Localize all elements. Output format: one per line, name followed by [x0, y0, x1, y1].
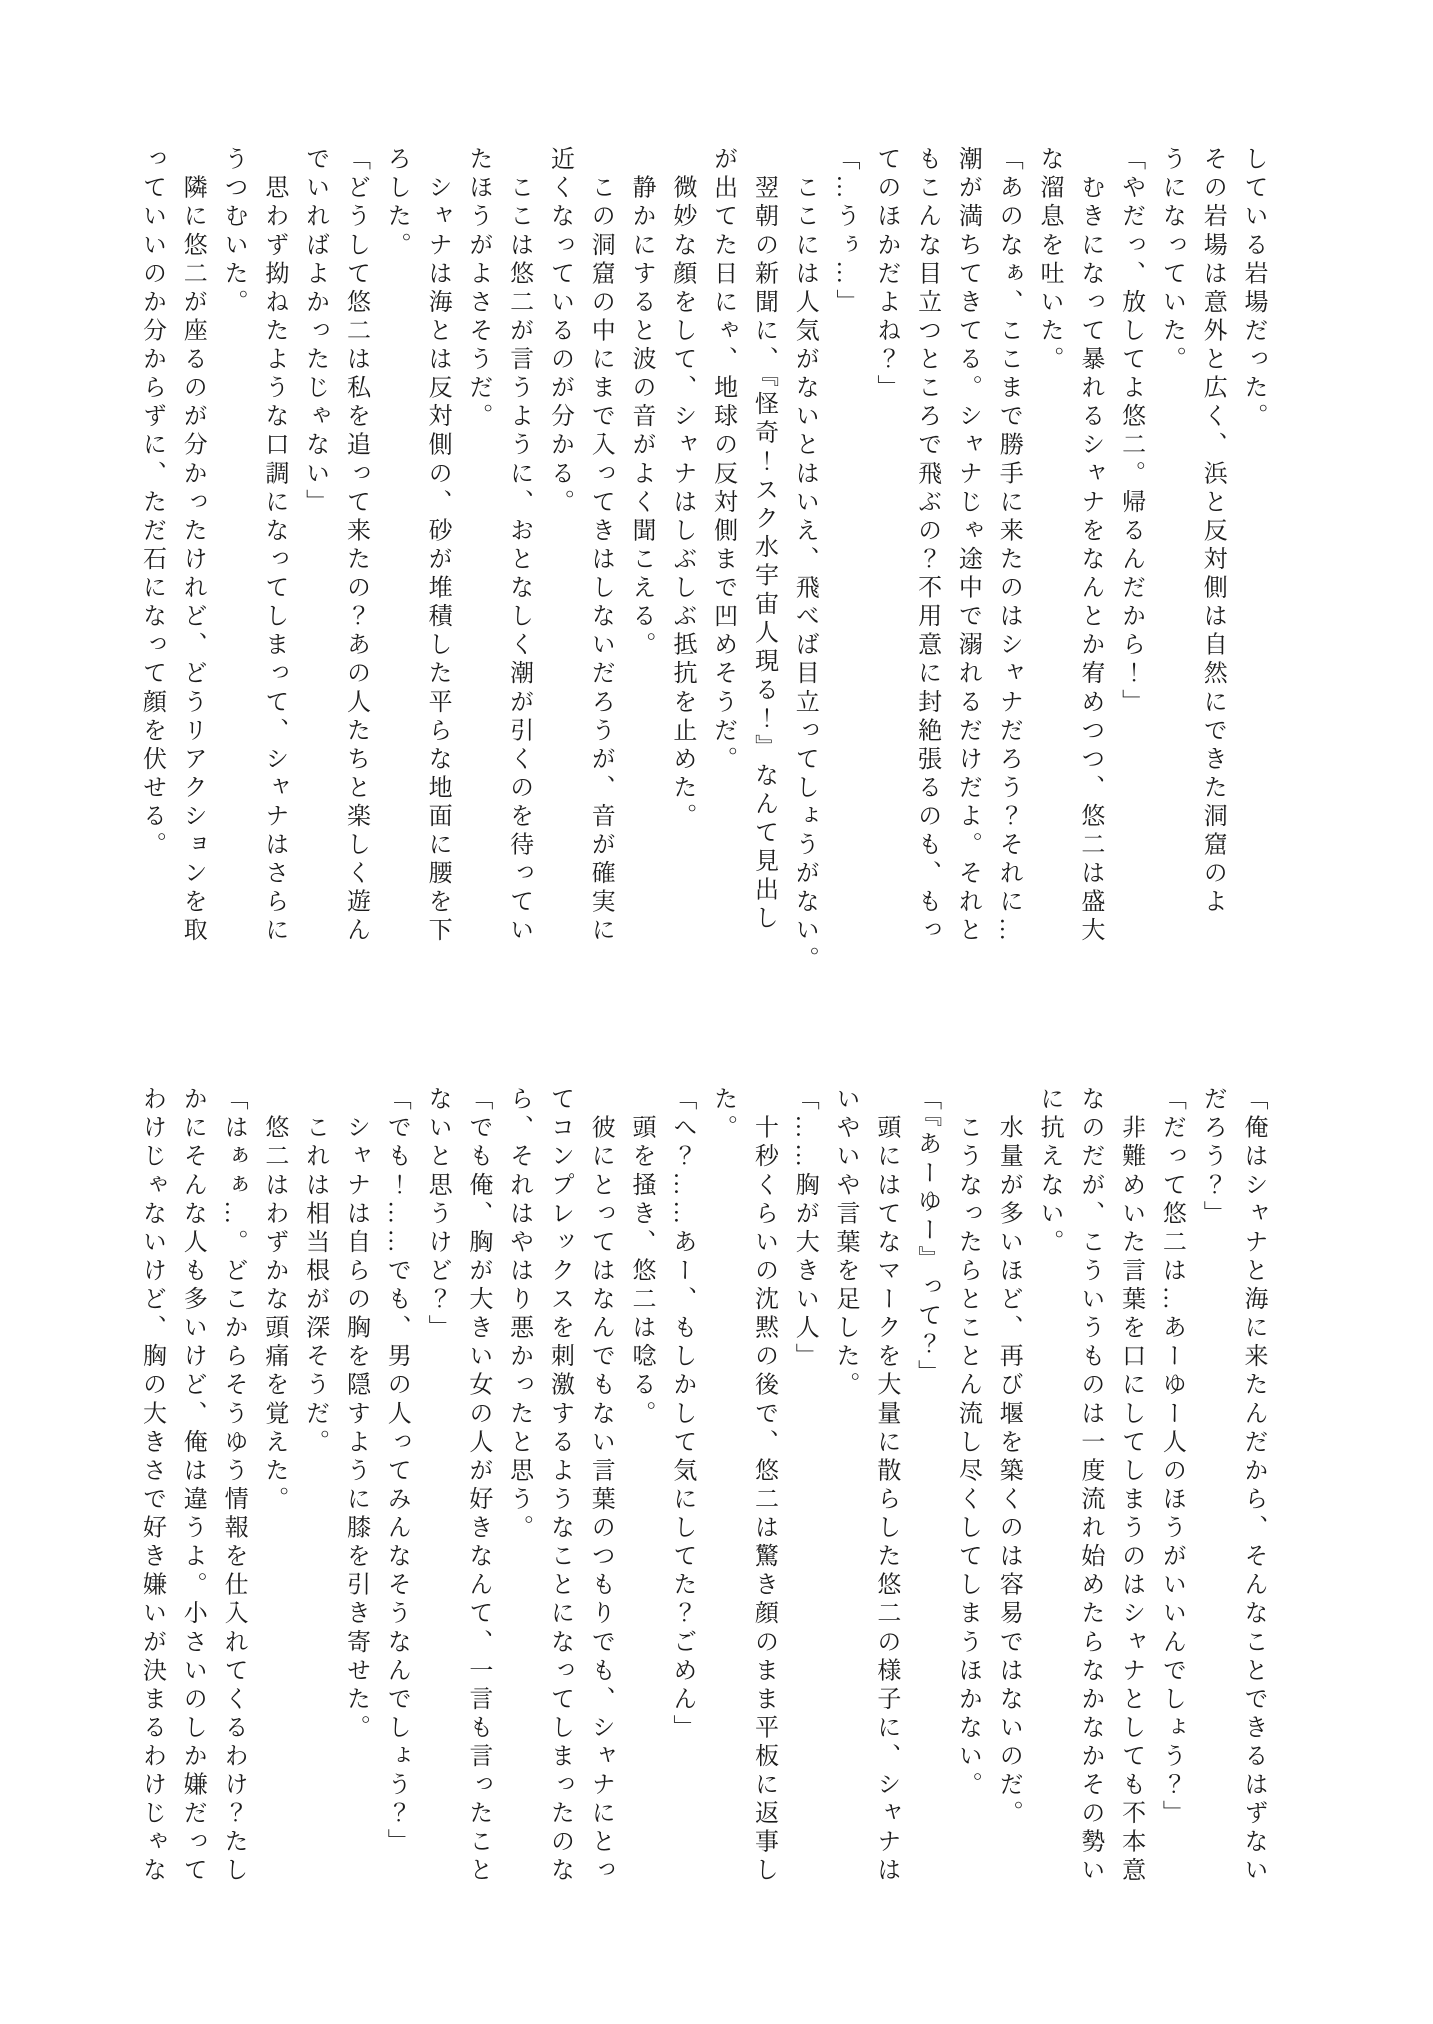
text-line: 「どうして悠二は私を追って来たの？あの人たちと楽しく遊ん	[342, 146, 369, 946]
text-line: 「『あーゆー』って？」	[913, 1086, 940, 1389]
text-line: 「…うぅ…」	[832, 146, 859, 318]
text-line: わけじゃないけど、胸の大きさで好き嫌いが決まるわけじゃな	[138, 1086, 165, 1886]
text-line: している岩場だった。	[1240, 146, 1266, 432]
text-line: うつむいた。	[220, 146, 247, 318]
text-line: シャナは海とは反対側の、砂が堆積した平らな地面に腰を下	[424, 146, 451, 946]
text-line: 水量が多いほど、再び堰を築くのは容易ではないのだ。	[995, 1086, 1022, 1829]
text-line: が出てた日にゃ、地球の反対側まで凹めそうだ。	[709, 146, 736, 775]
text-line: 「やだっ、放してよ悠二。帰るんだから！」	[1117, 146, 1144, 718]
text-line: だろう？」	[1199, 1086, 1226, 1229]
text-line: 近くなっているのが分かる。	[546, 146, 573, 518]
text-line: この洞窟の中にまで入ってきはしないだろうが、音が確実に	[587, 146, 614, 946]
text-line: ら、それはやはり悪かったと思う。	[505, 1086, 532, 1543]
text-block-top	[131, 146, 1273, 982]
text-line: ろした。	[383, 146, 410, 261]
text-line: た。	[709, 1086, 736, 1144]
text-line: 十秒くらいの沈黙の後で、悠二は驚き顔のまま平板に返事し	[750, 1086, 777, 1886]
text-line: うになっていた。	[1158, 146, 1185, 375]
text-line: たほうがよさそうだ。	[464, 146, 491, 432]
text-line: 「あのなぁ、ここまで勝手に来たのはシャナだろう？それに…	[995, 146, 1022, 946]
text-line: 非難めいた言葉を口にしてしまうのはシャナとしても不本意	[1117, 1086, 1144, 1886]
text-line: ここには人気がないとはいえ、飛べば目立ってしょうがない。	[791, 146, 818, 975]
text-line: 「はぁぁ…。どこからそうゆう情報を仕入れてくるわけ？たし	[220, 1086, 247, 1886]
text-line: かにそんな人も多いけど、俺は違うよ。小さいのしか嫌だって	[179, 1086, 206, 1886]
text-line: な溜息を吐いた。	[1036, 146, 1063, 375]
text-line: 潮が満ちてきてる。シャナじゃ途中で溺れるだけだよ。それと	[954, 146, 981, 946]
text-line: いやいや言葉を足した。	[832, 1086, 859, 1401]
text-line: 彼にとってはなんでもない言葉のつもりでも、シャナにとっ	[587, 1086, 614, 1886]
text-line: シャナは自らの胸を隠すように膝を引き寄せた。	[342, 1086, 369, 1743]
text-line: 静かにすると波の音がよく聞こえる。	[628, 146, 655, 661]
text-line: でいればよかったじゃない」	[301, 146, 328, 518]
text-line: 隣に悠二が座るのが分かったけれど、どうリアクションを取	[179, 146, 206, 946]
text-line: 「俺はシャナと海に来たんだから、そんなことできるはずない	[1240, 1086, 1266, 1886]
text-line: ここは悠二が言うように、おとなしく潮が引くのを待ってい	[505, 146, 532, 946]
text-line: こうなったらとことん流し尽くしてしまうほかない。	[954, 1086, 981, 1800]
text-line: 思わず拗ねたような口調になってしまって、シャナはさらに	[260, 146, 287, 946]
text-line: 頭にはてなマークを大量に散らした悠二の様子に、シャナは	[872, 1086, 899, 1886]
text-line: 「……胸が大きい人」	[791, 1086, 818, 1372]
text-line: これは相当根が深そうだ。	[301, 1086, 328, 1458]
text-line: むきになって暴れるシャナをなんとか宥めつつ、悠二は盛大	[1076, 146, 1103, 946]
text-line: 翌朝の新聞に、『怪奇！スク水宇宙人現る！』なんて見出し	[750, 146, 777, 934]
text-line: 頭を掻き、悠二は唸る。	[628, 1086, 655, 1429]
text-line: 「でも俺、胸が大きい女の人が好きなんて、一言も言ったこと	[464, 1086, 491, 1886]
text-line: 悠二はわずかな頭痛を覚えた。	[260, 1086, 287, 1515]
text-line: 微妙な顔をして、シャナはしぶしぶ抵抗を止めた。	[668, 146, 695, 832]
text-line: 「でも！……でも、男の人ってみんなそうなんでしょう？」	[383, 1086, 410, 1858]
text-line: てコンプレックスを刺激するようなことになってしまったのな	[546, 1086, 573, 1886]
text-line: 「へ？……あー、もしかして気にしてた？ごめん」	[668, 1086, 695, 1743]
text-line: ないと思うけど？」	[424, 1086, 451, 1344]
text-line: もこんな目立つところで飛ぶの？不用意に封絶張るのも、もっ	[913, 146, 940, 946]
text-line: 「だって悠二は…あーゆー人のほうがいいんでしょう？」	[1158, 1086, 1185, 1829]
text-line: なのだが、こういうものは一度流れ始めたらなかなかその勢い	[1076, 1086, 1103, 1886]
text-line: っていいのか分からずに、ただ石になって顔を伏せる。	[138, 146, 165, 860]
text-line: てのほかだよね？」	[872, 146, 899, 404]
text-line: その岩場は意外と広く、浜と反対側は自然にできた洞窟のよ	[1199, 146, 1226, 918]
text-line: に抗えない。	[1036, 1086, 1063, 1258]
text-block-bottom	[131, 1086, 1273, 1922]
